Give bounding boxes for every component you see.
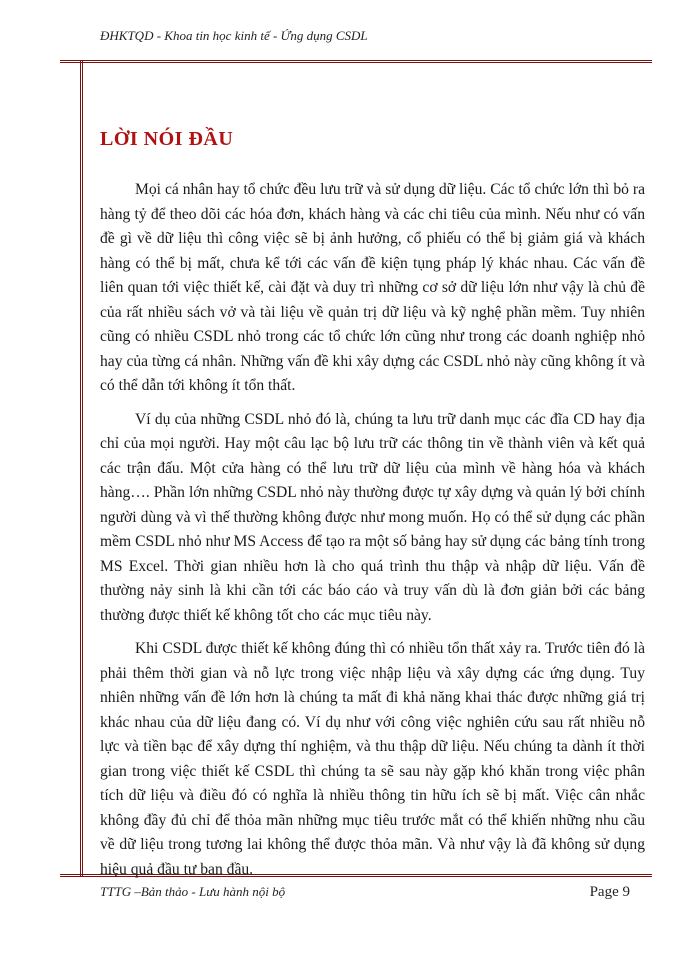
page-frame-top bbox=[60, 60, 652, 63]
paragraph: Mọi cá nhân hay tổ chức đều lưu trữ và sử dụng dữ liệu. Các tổ chức lớn thì bỏ ra hàng tỷ để theo dõi các hóa đơn, khách hàng và các chi tiêu của mình. Nếu như có vấn đề gì về dữ liệu thì công việc sẽ bị ảnh hưởng, cổ phiếu có thể bị giảm giá và khách hàng có thể bị mất, chưa kể tới các vấn đề kiện tụng pháp lý khác nhau. Các vấn đề liên quan tới việc thiết kế, cài đặt và duy trì những cơ sở dữ liệu lớn như vậy là chủ đề của rất nhiều sách vở và tài liệu về quản trị dữ liệu và kỹ nghệ phần mềm. Tuy nhiên cũng có nhiều CSDL nhỏ trong các tổ chức lớn cũng như trong các doanh nghiệp nhỏ hay của từng cá nhân. Những vấn đề khi xây dựng các CSDL nhỏ này cũng không ít và có thể dẫn tới không ít tổn thất. bbox=[100, 181, 645, 394]
running-header: ĐHKTQD - Khoa tin học kinh tế - Ứng dụng CSDL bbox=[100, 28, 368, 43]
paragraph: Khi CSDL được thiết kế không đúng thì có nhiều tổn thất xảy ra. Trước tiên đó là phải thêm thời gian và nỗ lực trong việc nhập liệu và xây dựng các ứng dụng. Tuy nhiên những vấn đề lớn hơn là chúng ta mất đi khả năng khai thác được những giá trị khác nhau của dữ liệu đang có. Ví dụ như với công việc nghiên cứu sau rất nhiều nỗ lực và tiền bạc để xây dựng thí nghiệm, và thu thập dữ liệu. Nếu chúng ta dành ít thời gian trong việc thiết kế CSDL thì chúng ta sẽ sau này gặp khó khăn trong việc phân tích dữ liệu và điều đó có nghĩa là nhiều thông tin hữu ích sẽ bị mất. Việc cân nhắc không đầy đủ chỉ để thỏa mãn những mục tiêu trước mắt có thể khiến những nhu cầu về dữ liệu trong tương lai không thể được thỏa mãn. Và như vậy là đã không sử dụng hiệu quả đầu tư ban đầu. bbox=[100, 640, 645, 878]
document-body bbox=[100, 178, 645, 891]
running-footer: TTTG –Bản thảo - Lưu hành nội bộ bbox=[100, 884, 286, 899]
page-number: Page 9 bbox=[589, 884, 630, 900]
paragraph: Ví dụ của những CSDL nhỏ đó là, chúng ta lưu trữ danh mục các đĩa CD hay địa chỉ của mọi người. Hay một câu lạc bộ lưu trữ các thông tin về thành viên và kết quả các trận đấu. Một cửa hàng có thể lưu trữ dữ liệu của mình về hàng hóa và khách hàng…. Phần lớn những CSDL nhỏ này thường được tự xây dựng và quản lý bởi chính người dùng và vì thế thường không được như mong muốn. Họ có thể sử dụng các phần mềm CSDL nhỏ như MS Access để tạo ra một số bảng hay sử dụng các bảng tính trong MS Excel. Thời gian nhiều hơn là cho quá trình thu thập và nhập dữ liệu. Vấn đề thường nảy sinh là khi cần tới các báo cáo và truy vấn dù là đơn giản bởi các bảng thường được thiết kế không tốt cho các mục tiêu này. bbox=[100, 410, 645, 624]
page-title: LỜI NÓI ĐẦU bbox=[100, 128, 234, 150]
page-frame-left bbox=[80, 60, 83, 876]
